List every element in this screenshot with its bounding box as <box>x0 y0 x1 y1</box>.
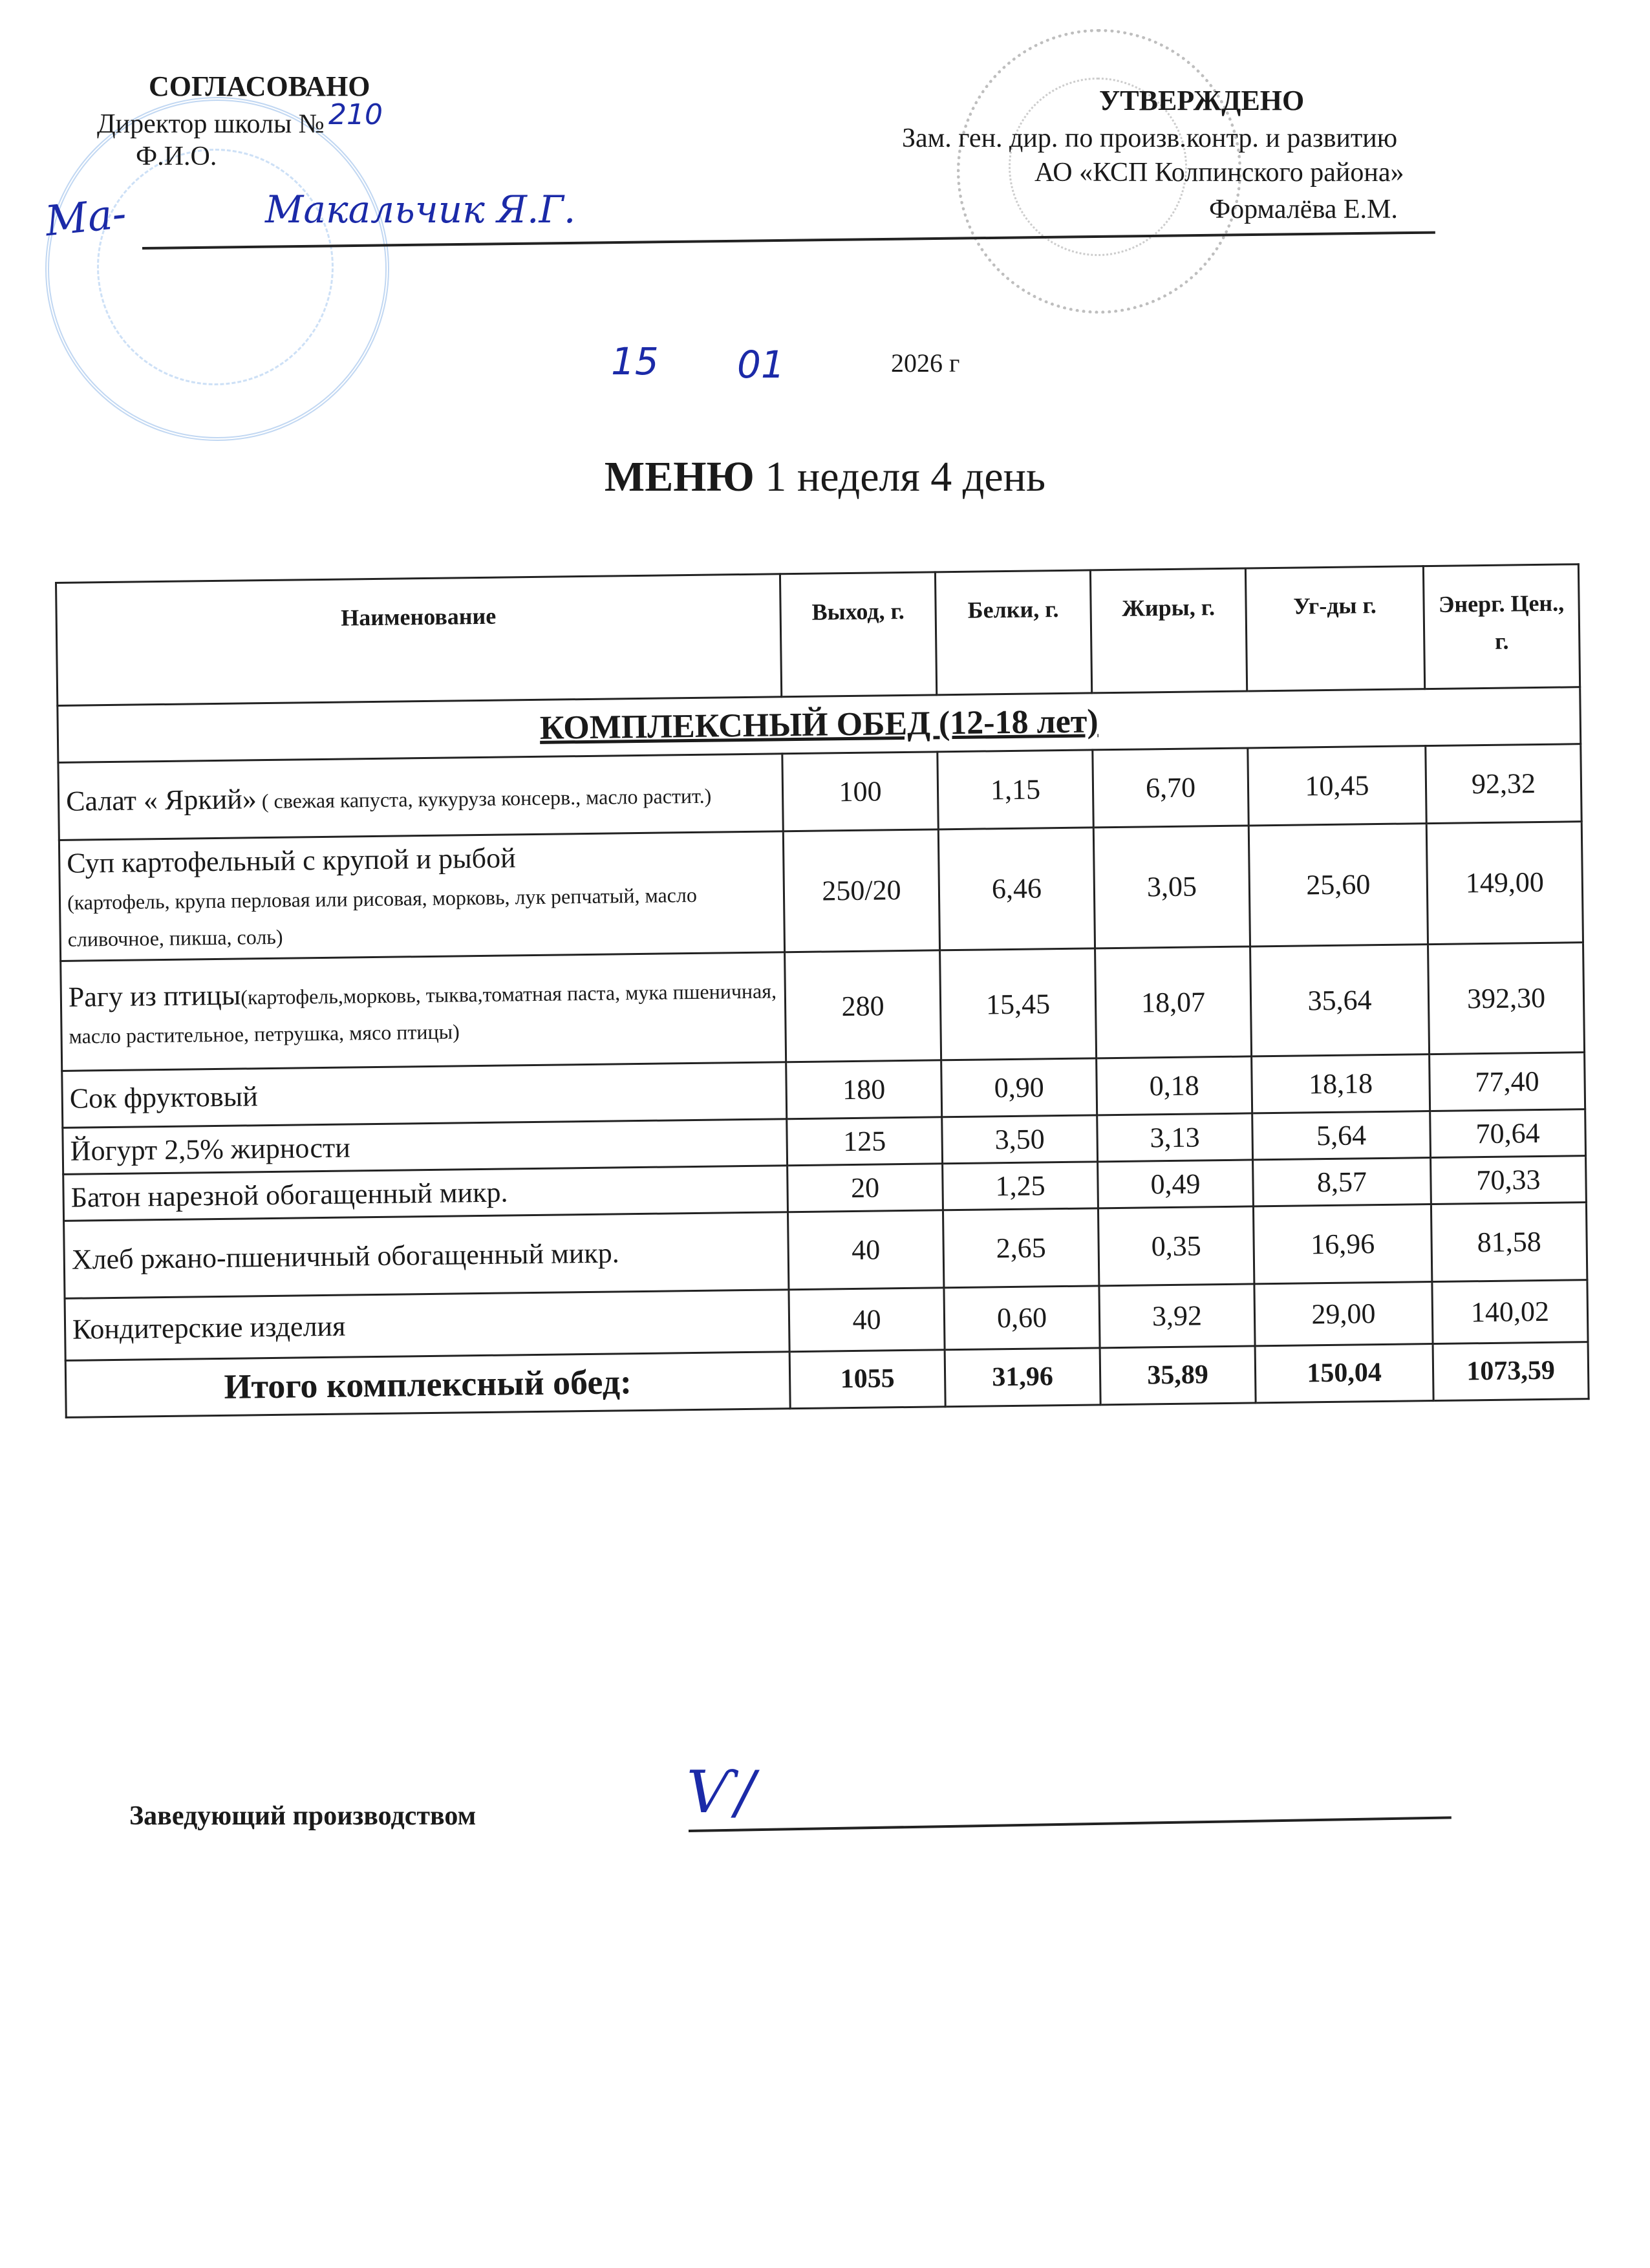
protein-cell: 15,45 <box>940 948 1097 1060</box>
total-fat: 35,89 <box>1100 1346 1256 1405</box>
page-title-bold: МЕНЮ <box>604 453 755 500</box>
page-title-rest: 1 неделя 4 день <box>754 453 1046 500</box>
carbs-cell: 16,96 <box>1253 1204 1431 1284</box>
approved-heading: УТВЕРЖДЕНО <box>1099 85 1305 116</box>
fat-cell: 3,13 <box>1097 1113 1253 1162</box>
dish-name-cell <box>63 1165 788 1221</box>
output-cell: 40 <box>788 1210 943 1290</box>
dish-name-cell <box>58 754 783 840</box>
carbs-cell: 10,45 <box>1248 746 1426 826</box>
school-stamp-inner-ring <box>97 149 334 385</box>
dish-ingredients: ( свежая капуста, кукуруза консерв., масло растит.) <box>256 784 712 813</box>
output-cell: 180 <box>786 1060 942 1118</box>
agreed-director-label: Директор школы № <box>97 109 325 139</box>
protein-cell: 2,65 <box>943 1208 1098 1288</box>
page-title <box>0 453 1650 502</box>
energy-cell: 70,64 <box>1430 1109 1586 1157</box>
fat-cell: 0,49 <box>1098 1160 1254 1208</box>
energy-cell: 149,00 <box>1426 822 1583 944</box>
dish-name-cell <box>62 1062 787 1128</box>
dish-name: Салат « Яркий» <box>65 783 257 817</box>
protein-cell: 3,50 <box>942 1115 1098 1163</box>
fat-cell: 0,35 <box>1098 1206 1254 1286</box>
dish-name: Сок фруктовый <box>69 1080 259 1115</box>
carbs-cell: 29,00 <box>1254 1281 1433 1345</box>
director-name-handwritten: Макальчик Я.Г. <box>265 187 576 231</box>
dish-name: Йогурт 2,5% жирности <box>70 1131 351 1167</box>
school-number-handwritten: 210 <box>328 98 383 131</box>
output-cell: 250/20 <box>783 829 939 952</box>
carbs-cell: 35,64 <box>1250 944 1430 1056</box>
total-protein: 31,96 <box>945 1348 1100 1407</box>
energy-cell: 81,58 <box>1431 1203 1587 1282</box>
protein-cell: 1,25 <box>943 1162 1098 1210</box>
output-cell: 40 <box>789 1288 945 1352</box>
header-carbs: Уг-ды г. <box>1245 566 1424 691</box>
total-energy: 1073,59 <box>1433 1342 1589 1401</box>
output-cell: 100 <box>782 752 938 831</box>
production-manager-signature: Ѵ/ <box>685 1759 755 1826</box>
fat-cell: 6,70 <box>1093 748 1248 828</box>
output-cell: 20 <box>788 1164 943 1212</box>
dish-name-cell <box>61 952 786 1071</box>
approved-position: Зам. ген. дир. по произв.контр. и развитию <box>902 123 1398 153</box>
header-name: Наименование <box>56 574 782 706</box>
carbs-cell: 18,18 <box>1252 1054 1430 1113</box>
header-fat: Жиры, г. <box>1090 568 1247 693</box>
output-cell: 125 <box>787 1117 943 1165</box>
fat-cell: 3,92 <box>1099 1284 1255 1348</box>
date-month-handwritten: 01 <box>737 343 785 387</box>
section-title-text: КОМПЛЕКСНЫЙ ОБЕД (12-18 лет) <box>539 703 1098 747</box>
carbs-cell: 5,64 <box>1252 1111 1431 1160</box>
energy-cell: 140,02 <box>1432 1280 1588 1344</box>
agreed-fio-label: Ф.И.О. <box>136 142 217 171</box>
dish-name: Батон нарезной обогащенный микр. <box>70 1176 508 1214</box>
fat-cell: 18,07 <box>1095 947 1252 1058</box>
dish-name: Хлеб ржано-пшеничный обогащенный микр. <box>71 1237 620 1276</box>
director-signature: Ма- <box>43 189 129 246</box>
protein-cell: 1,15 <box>938 750 1093 829</box>
protein-cell: 0,90 <box>941 1058 1097 1117</box>
carbs-cell: 8,57 <box>1253 1157 1431 1206</box>
header-energy: Энерг. Цен., г. <box>1423 564 1580 689</box>
total-label: Итого комплексный обед: <box>65 1352 790 1418</box>
production-manager-label: Заведующий производством <box>129 1801 477 1831</box>
date-year: 2026 г <box>891 348 960 378</box>
footer-signature-line <box>689 1816 1452 1832</box>
protein-cell: 0,60 <box>944 1286 1100 1350</box>
approved-person: Формалёва Е.М. <box>1209 195 1398 224</box>
header-output: Выход, г. <box>780 572 936 697</box>
dish-ingredients: (картофель, крупа перловая или рисовая, морковь, лук репчатый, масло сливочное, пикша, соль) <box>67 883 698 952</box>
output-cell: 280 <box>785 950 941 1062</box>
approved-company: АО «КСП Колпинского района» <box>1034 158 1404 187</box>
total-output: 1055 <box>789 1350 945 1409</box>
energy-cell: 392,30 <box>1428 942 1585 1054</box>
total-carbs: 150,04 <box>1255 1343 1433 1402</box>
dish-name-cell <box>64 1212 789 1299</box>
fat-cell: 0,18 <box>1097 1056 1252 1115</box>
header-protein: Белки, г. <box>935 570 1091 695</box>
dish-name-cell <box>63 1118 788 1174</box>
table-row <box>59 822 1583 961</box>
carbs-cell: 25,60 <box>1248 824 1428 947</box>
dish-name: Рагу из птицы <box>68 979 241 1013</box>
fat-cell: 3,05 <box>1093 826 1250 948</box>
date-day-handwritten: 15 <box>611 339 659 383</box>
energy-cell: 70,33 <box>1431 1155 1587 1204</box>
menu-table <box>55 563 1590 1418</box>
protein-cell: 6,46 <box>938 828 1095 950</box>
dish-name: Кондитерские изделия <box>72 1310 346 1345</box>
dish-ingredients: (картофель,морковь, тыква,томатная паста, мука пшеничная, масло растительное, петрушка, мясо птицы) <box>69 979 777 1048</box>
dish-name: Суп картофельный с крупой и рыбой <box>67 842 516 879</box>
dish-name-cell <box>65 1290 789 1361</box>
agreed-heading: СОГЛАСОВАНО <box>149 70 370 102</box>
energy-cell: 77,40 <box>1430 1052 1585 1111</box>
table-row <box>61 942 1585 1071</box>
table-header-row <box>56 564 1580 706</box>
energy-cell: 92,32 <box>1426 744 1581 824</box>
dish-name-cell <box>59 831 784 961</box>
